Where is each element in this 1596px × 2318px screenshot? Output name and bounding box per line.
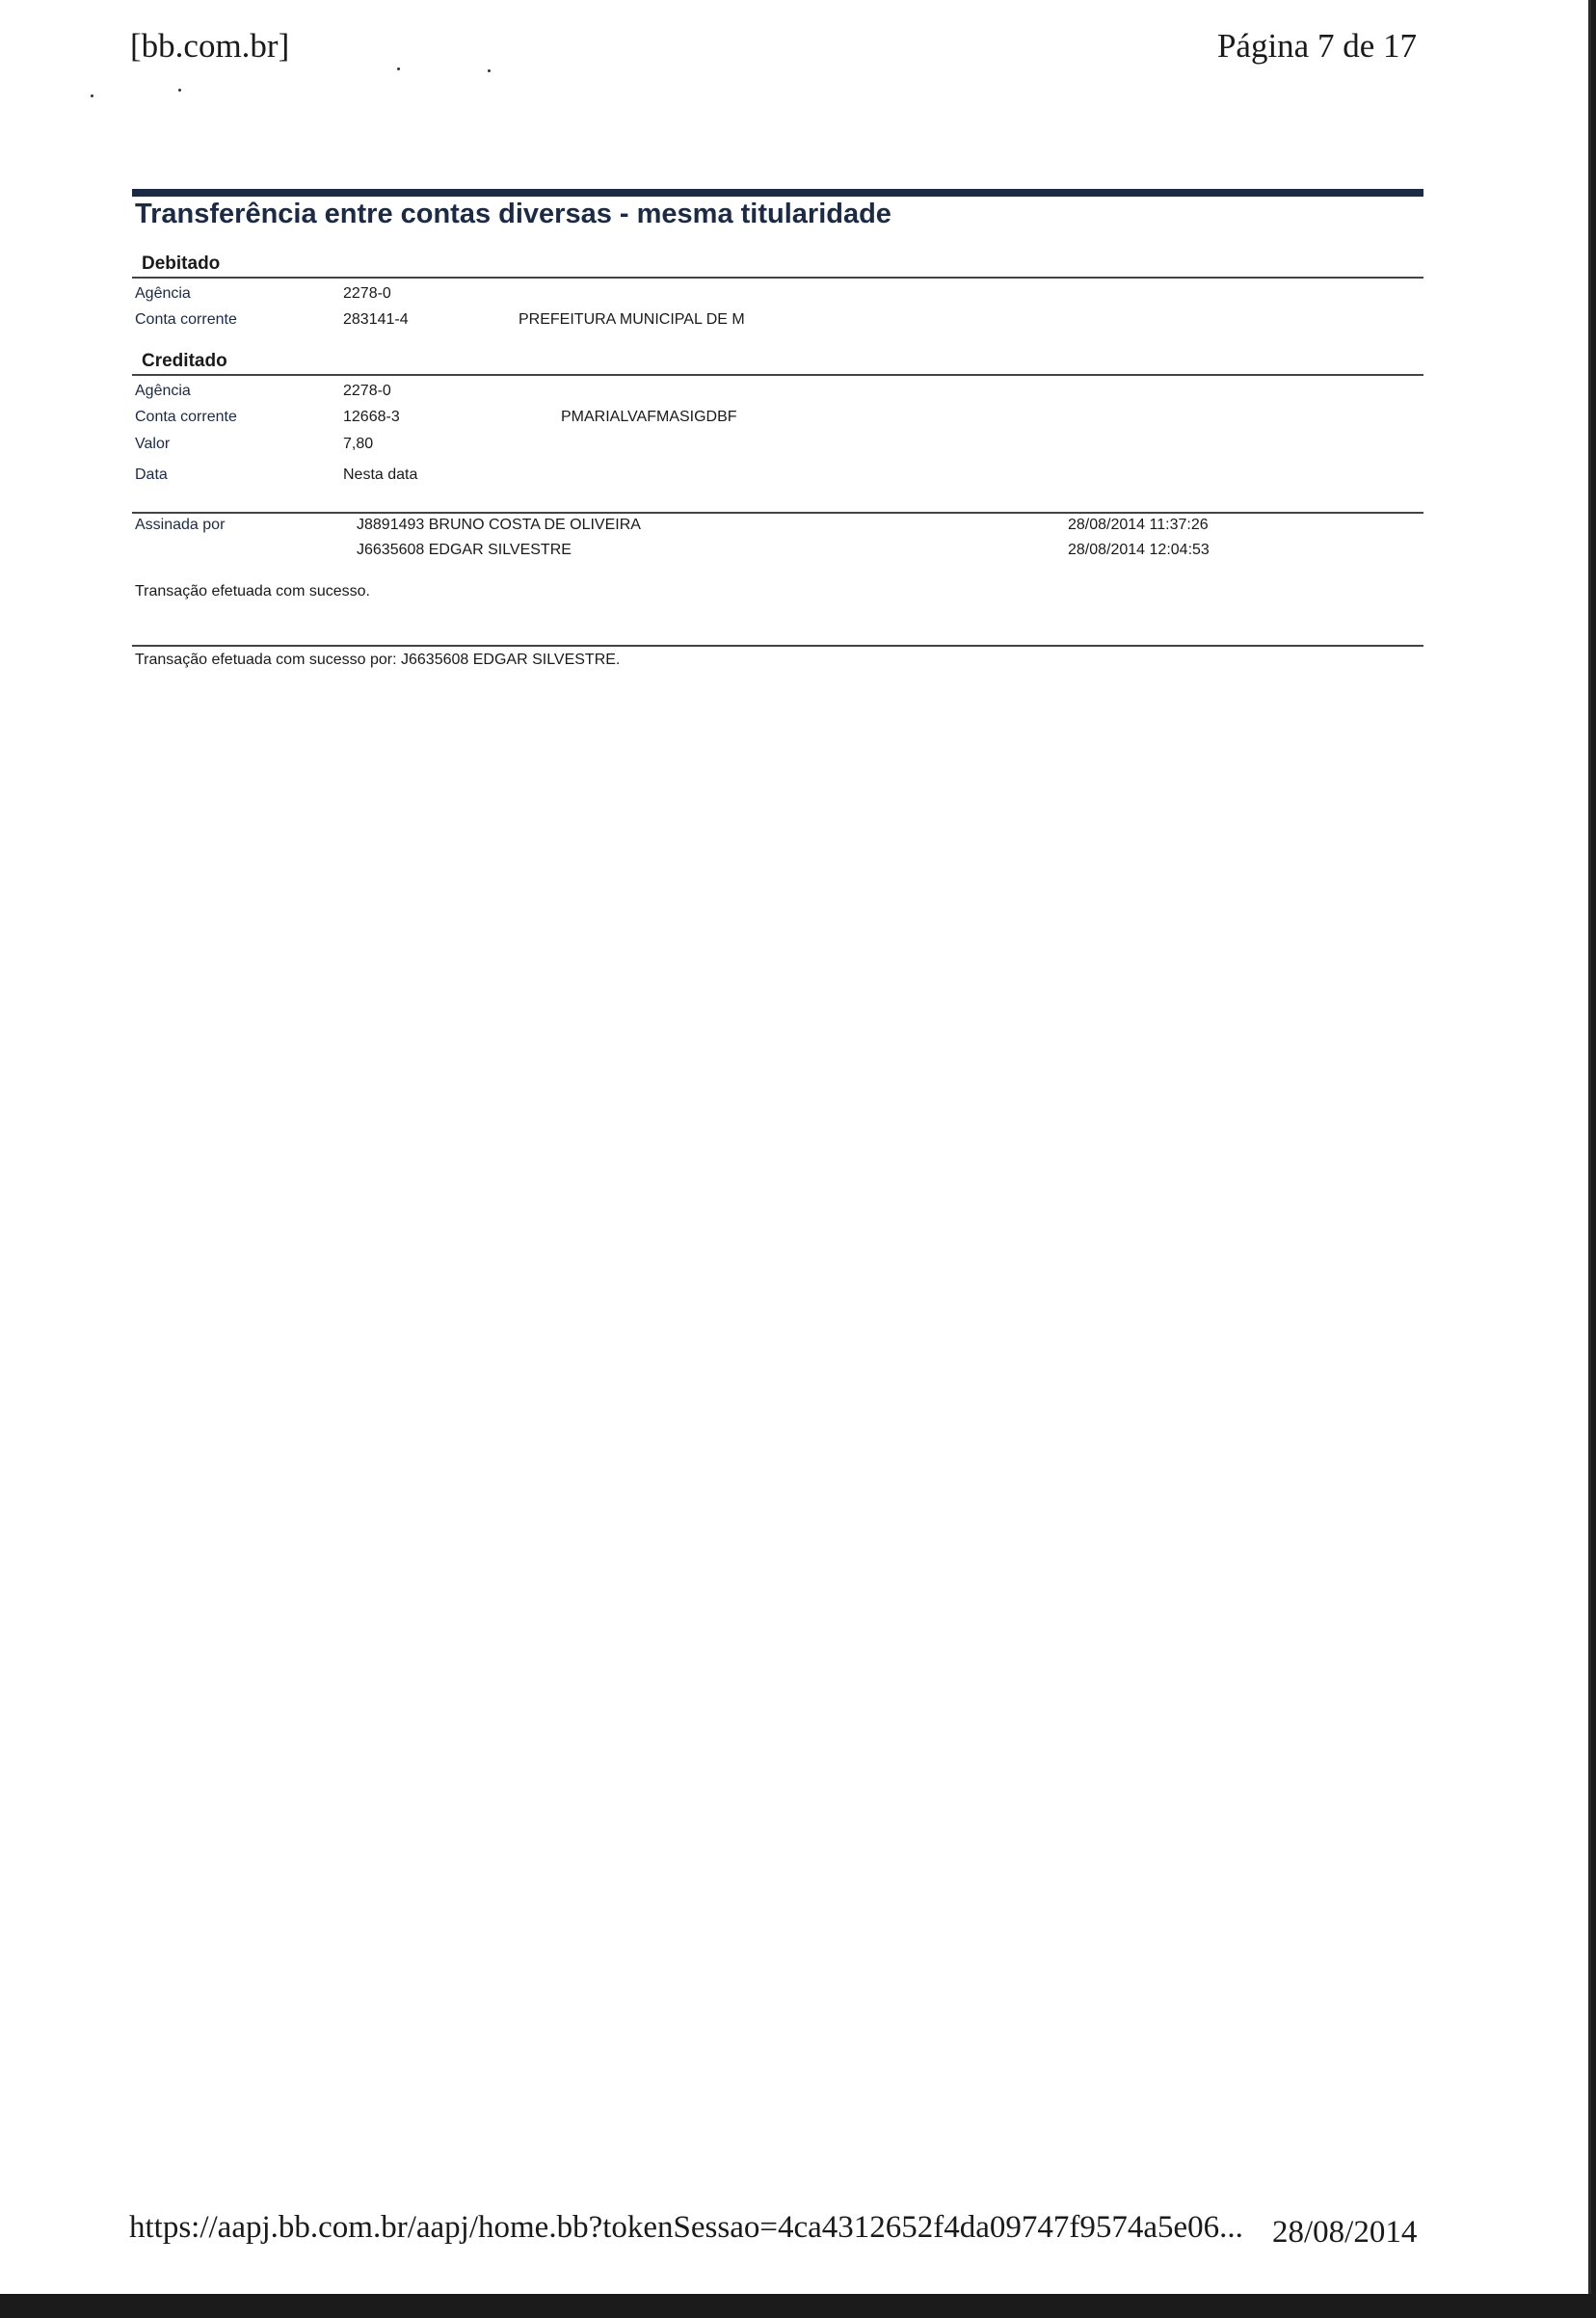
debitado-agencia-value: 2278-0 <box>343 285 391 302</box>
page-indicator: Página 7 de 17 <box>1216 27 1417 65</box>
creditado-agencia-label: Agência <box>135 383 191 399</box>
footer-url: https://aapj.bb.com.br/aapj/home.bb?tokenSessao=4ca4312652f4da09747f9574a5e06... <box>129 2210 1243 2245</box>
title-top-rule <box>132 189 1423 197</box>
data-label: Data <box>135 466 168 483</box>
creditado-agencia-value: 2278-0 <box>343 383 391 399</box>
scan-speck <box>91 94 93 97</box>
final-message: Transação efetuada com sucesso por: J6635608 EDGAR SILVESTRE. <box>135 652 621 668</box>
creditado-conta-value: 12668-3 <box>343 409 400 425</box>
debitado-titular: PREFEITURA MUNICIPAL DE M <box>519 311 745 328</box>
final-rule <box>132 645 1423 647</box>
creditado-conta-label: Conta corrente <box>135 409 237 425</box>
debitado-conta-value: 283141-4 <box>343 311 409 328</box>
debitado-conta-label: Conta corrente <box>135 311 237 328</box>
header-site: [bb.com.br] <box>130 27 290 65</box>
scan-speck <box>397 67 400 70</box>
creditado-section-label: Creditado <box>142 351 227 371</box>
status-message: Transação efetuada com sucesso. <box>135 583 370 599</box>
debitado-rule <box>132 277 1423 279</box>
signer-datetime: 28/08/2014 11:37:26 <box>1068 517 1209 533</box>
valor-value: 7,80 <box>343 436 374 452</box>
footer-date: 28/08/2014 <box>1272 2215 1418 2250</box>
page-title: Transferência entre contas diversas - mesma titularidade <box>135 199 891 229</box>
debitado-section-label: Debitado <box>142 253 221 274</box>
scan-speck <box>178 89 181 92</box>
signer-name: J8891493 BRUNO COSTA DE OLIVEIRA <box>357 517 641 533</box>
assinada-por-label: Assinada por <box>135 517 226 533</box>
signatures-rule <box>132 512 1423 514</box>
data-value: Nesta data <box>343 466 418 483</box>
valor-label: Valor <box>135 436 171 452</box>
creditado-rule <box>132 374 1423 376</box>
creditado-titular: PMARIALVAFMASIGDBF <box>561 409 737 425</box>
debitado-agencia-label: Agência <box>135 285 191 302</box>
signer-name: J6635608 EDGAR SILVESTRE <box>357 542 572 558</box>
signer-datetime: 28/08/2014 12:04:53 <box>1068 542 1210 558</box>
scan-speck <box>488 69 491 72</box>
